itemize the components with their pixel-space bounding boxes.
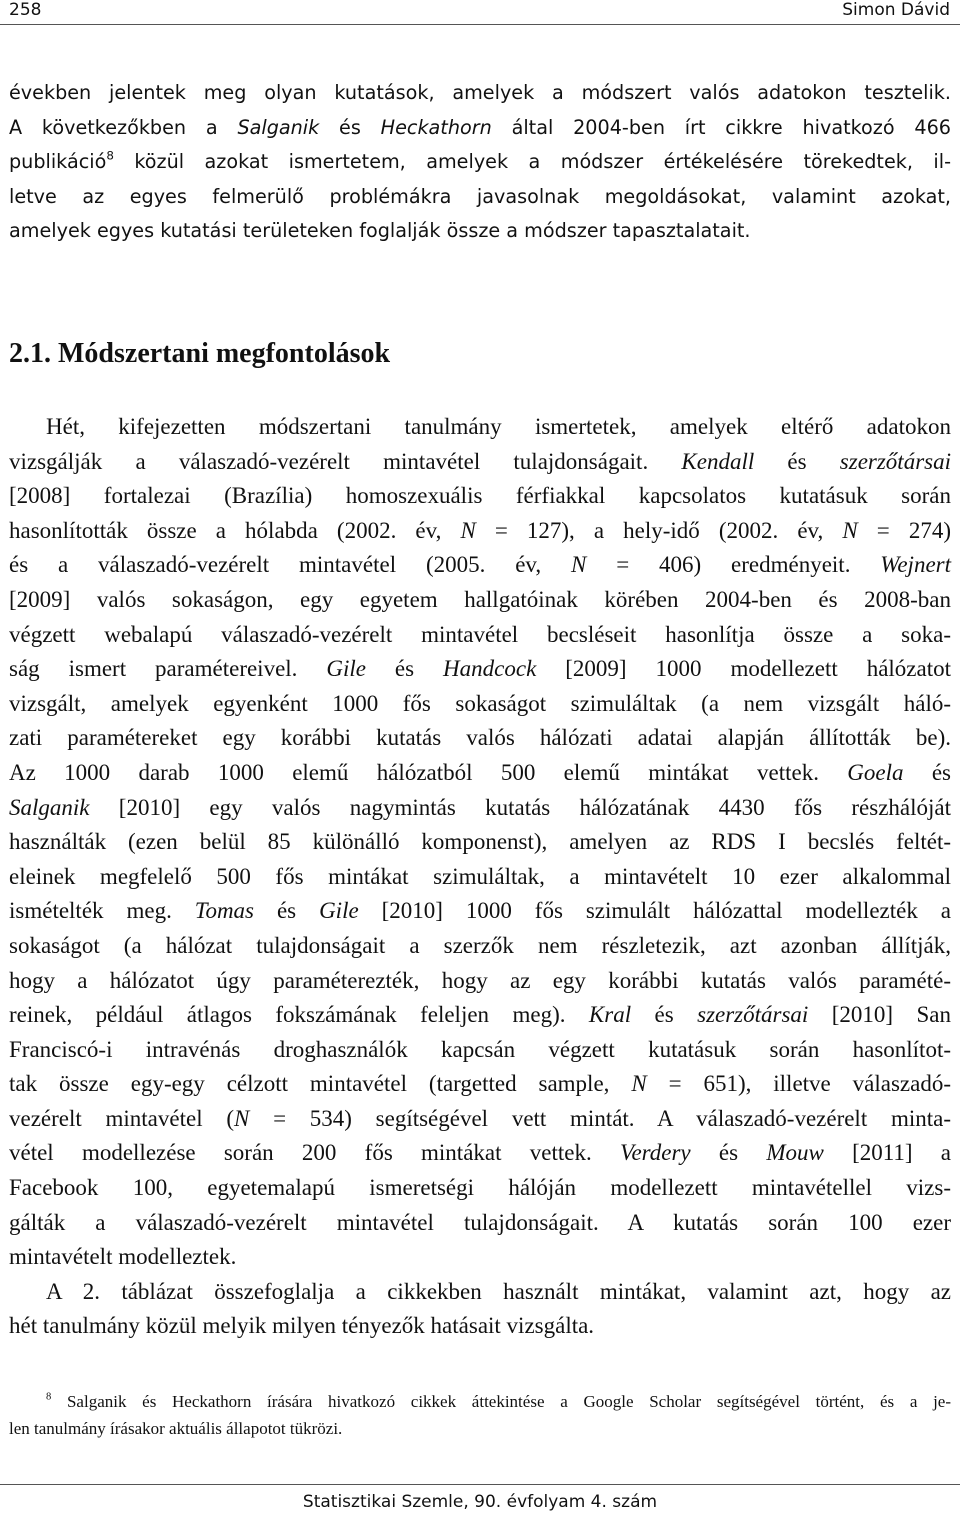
text-line: hogy a hálózatot úgy paraméterezték, hogy az egy korábbi kutatás valós paramété-	[9, 967, 951, 993]
text-line: Facebook 100, egyetemalapú ismeretségi hálóján modellezett mintavétellel vizs-	[9, 1175, 951, 1201]
running-footer	[0, 1492, 960, 1512]
text-line: hét tanulmány közül melyik milyen tényezők hatásait vizsgálta.	[9, 1313, 595, 1339]
text-line: letve az egyes felmerülő problémákra javasolnak megoldásokat, valamint azokat,	[9, 184, 951, 208]
text-line: zati paramétereket egy korábbi kutatás valós hálózati adatai alapján állították be).	[9, 725, 951, 751]
intro-paragraph	[9, 76, 951, 249]
text-line: vétel modellezése során 200 fős mintákat vettek. Verdery és Mouw [2011] a	[9, 1140, 951, 1166]
journal-title: Statisztikai Szemle, 90. évfolyam 4. szám	[302, 1492, 658, 1512]
text-line: Az 1000 darab 1000 elemű hálózatból 500 elemű mintákat vettek. Goela és	[9, 759, 951, 785]
header-rule	[0, 24, 960, 25]
text-fragment: közül azokat ismertetem, amelyek a módszer értékelésére törekedtek, il-	[113, 150, 951, 174]
text-line: A 2. táblázat összefoglalja a cikkekben használt mintákat, valamint azt, hogy az	[46, 1278, 951, 1304]
text-line: [2009] valós sokaságon, egy egyetem hallgatóinak körében 2004-ben és 2008-ban	[9, 586, 951, 612]
page-number: 258	[9, 0, 42, 20]
text-line: tak össze egy-egy célzott mintavétel (targetted sample, N = 651), illetve válaszadó-	[9, 1071, 951, 1097]
text-line: reinek, például átlagos fokszámának feleljen meg). Kral és szerzőtársai [2010] San	[9, 1002, 951, 1028]
text-line: sokaságot (a hálózat tulajdonságait a szerzők nem részletezik, azt azonban állítják,	[9, 932, 951, 958]
text-line: vizsgálják a válaszadó-vezérelt mintavétel tulajdonságait. Kendall és szerzőtársai	[9, 448, 951, 474]
text-line: végzett webalapú válaszadó-vezérelt mintavétel becsléseit hasonlítja össze a soka-	[9, 621, 951, 647]
text-line: vizsgált, amelyek egyenként 1000 fős sokaságot szimuláltak (a nem vizsgált háló-	[9, 690, 951, 716]
text-line: eleinek megfelelő 500 fős mintákat szimuláltak, a mintavételt 10 ezer alkalommal	[9, 863, 951, 889]
footnote-ref[interactable]: 8	[106, 148, 114, 163]
text-line: ság ismert paramétereivel. Gile és Handcock [2009] 1000 modellezett hálózatot	[9, 656, 951, 682]
text-line: és a válaszadó-vezérelt mintavétel (2005. év, N = 406) eredményeit. Wejnert	[9, 552, 951, 578]
text-fragment: publikáció	[9, 150, 107, 174]
text-line: gálták a válaszadó-vezérelt mintavétel tulajdonságait. A kutatás során 100 ezer	[9, 1209, 951, 1235]
text-line: mintavételt modelleztek.	[9, 1244, 237, 1270]
footnote-line: $^8$ Salganik és Heckathorn írására hivatkozó cikkek áttekintése a Google Scholar segítségével történt, és a je-	[46, 1391, 951, 1411]
text-line: használták (ezen belül 85 különálló komponenst), amelyen az RDS I becslés feltét-	[9, 829, 951, 855]
text-line: amelyek egyes kutatási területeken foglalják össze a módszer tapasztalatait.	[9, 219, 751, 243]
text-line: Salganik [2010] egy valós nagymintás kutatás hálózatának 4430 fős részhálóját	[9, 794, 951, 820]
text-line: A következőkben a Salganik és Heckathorn által 2004-ben írt cikkre hivatkozó 466	[9, 115, 952, 139]
text-line: [2008] fortalezai (Brazília) homoszexuális férfiakkal kapcsolatos kutatásuk során	[9, 483, 951, 509]
running-header	[0, 0, 960, 22]
text-line: Hét, kifejezetten módszertani tanulmány ismertetek, amelyek eltérő adatokon	[46, 414, 951, 439]
text-line: vezérelt mintavétel (N = 534) segítségével vett mintát. A válaszadó-vezérelt minta-	[9, 1105, 951, 1131]
text-line	[9, 145, 951, 180]
text-line: években jelentek meg olyan kutatások, amelyek a módszert valós adatokon tesztelik.	[9, 81, 951, 104]
footer-rule	[0, 1484, 960, 1485]
running-author: Simon Dávid	[842, 0, 950, 20]
footnote-line: len tanulmány írásakor aktuális állapotot tükrözi.	[9, 1419, 343, 1438]
footnote-marker: 8	[46, 1391, 52, 1403]
section-heading: 2.1. Módszertani megfontolások	[9, 338, 391, 369]
text-line: hasonlították össze a hólabda (2002. év, N = 127), a hely-idő (2002. év, N = 274)	[9, 517, 951, 543]
text-line: Franciscó-i intravénás droghasználók kapcsán végzett kutatásuk során hasonlítot-	[9, 1036, 951, 1062]
body-paragraph	[9, 410, 951, 1344]
footnote	[9, 1388, 951, 1442]
text-line: ismételték meg. Tomas és Gile [2010] 1000 fős szimulált hálózattal modellezték a	[9, 898, 951, 924]
